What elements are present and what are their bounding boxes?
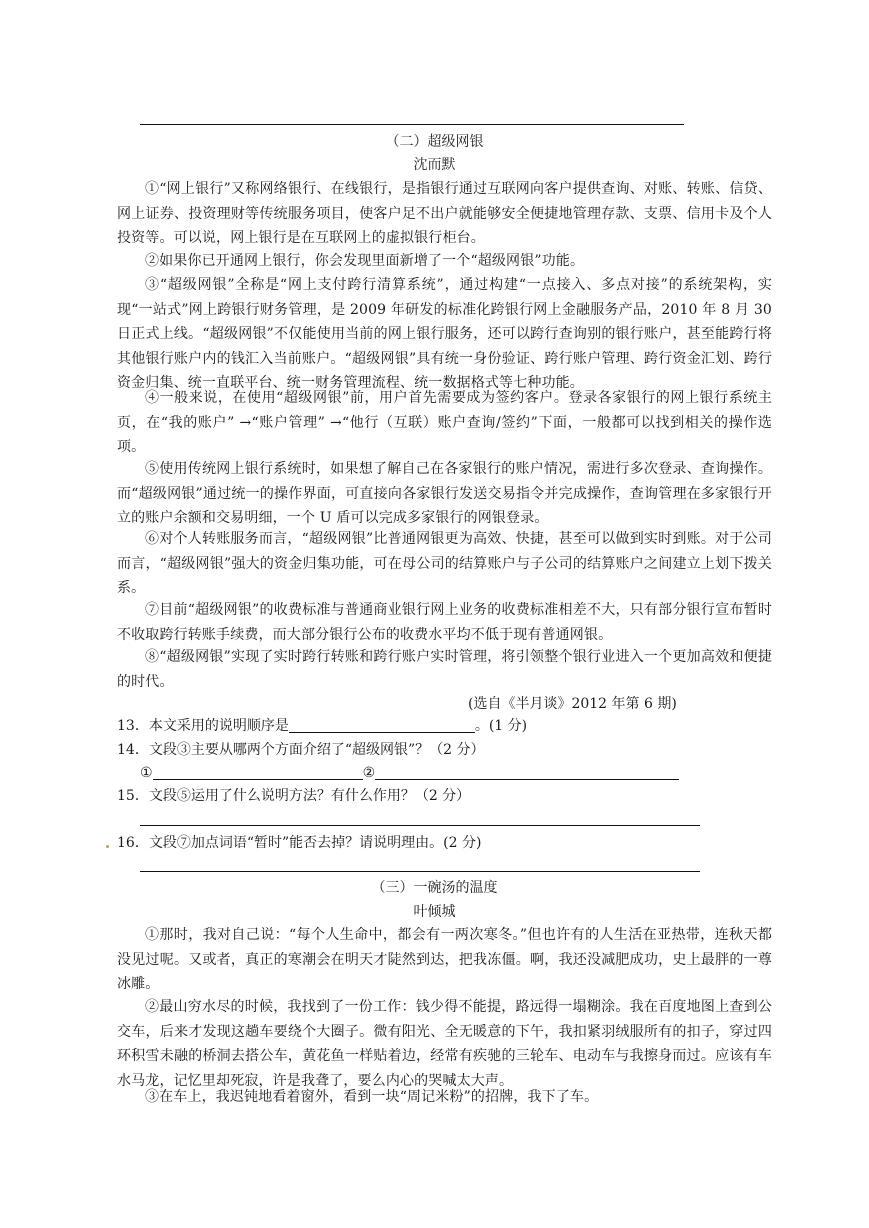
s2-paragraph-2: ②如果你已开通网上银行，你会发现里面新增了一个“超级网银”功能。 bbox=[145, 253, 585, 269]
section3-author: 叶倾城 bbox=[413, 904, 456, 920]
q16-answer-line[interactable] bbox=[140, 871, 700, 872]
s2-paragraph-1: ①“网上银行”又称网络银行、在线银行，是指银行通过互联网向客户提供查询、对账、转账、信贷、网上证券、投资理财等传统服务项目，使客户足不出户就能够安全便捷地管理存款、支票、信用卡及个人投资等。可以说，网上银行是在互联网上的虚拟银行柜台。 bbox=[117, 181, 772, 246]
q13-suffix: 。(1 分) bbox=[474, 718, 528, 734]
s2-paragraph-7: ⑦目前“超级网银”的收费标准与普通商业银行网上业务的收费标准相差不大，只有部分银行宣布暂时不收取跨行转账手续费，而大部分银行公布的收费水平均不低于现有普通网银。 bbox=[117, 602, 772, 643]
section2-heading: （二）超级网银 bbox=[385, 134, 484, 150]
s2-paragraph-3: ③“超级网银”全称是“网上支付跨行清算系统”，通过构建“一点接入、多点对接”的系统架构，实现“一站式”网上跨银行财务管理，是 2009 年研发的标准化跨银行网上金融服务产品，2010 年 8 月 30 日正式上线。“超级网银”不仅能使用当前的网上银行服务，还可以跨行查询别的银行账户，甚至能跨行将其他银行账户内的钱汇入当前账户。“超级网银”具有统一身份验证、跨行账户管理、跨行资金汇划、跨行资金归集、统一直联平台、统一财务管理流程、统一数据格式等七种功能。 bbox=[117, 277, 772, 391]
question-13 bbox=[117, 716, 527, 736]
section2-author: 沈而默 bbox=[413, 157, 456, 173]
s3-paragraph-3: ③在车上，我迟钝地看着窗外，看到一块“周记米粉”的招牌，我下了车。 bbox=[145, 1089, 599, 1105]
s2-paragraph-5: ⑤使用传统网上银行系统时，如果想了解自己在各家银行的账户情况，需进行多次登录、查询操作。而“超级网银”通过统一的操作界面，可直接向各家银行发送交易指令并完成操作，查询管理在多家银行开立的账户余额和交易明细，一个 U 盾可以完成多家银行的网银登录。 bbox=[117, 461, 772, 526]
s3-paragraph-2: ②最山穷水尽的时候，我找到了一份工作：钱少得不能提，路远得一塌糊涂。我在百度地图上查到公交车，后来才发现这趟车要绕个大圈子。微有阳光、全无暖意的下午，我扣紧羽绒服所有的扣子，穿过四环积雪未融的桥洞去搭公车，黄花鱼一样贴着边，经常有疾驰的三轮车、电动车与我擦身而过。应该有车水马龙，记忆里却死寂，许是我聋了，要么内心的哭喊太大声。 bbox=[117, 999, 772, 1089]
question-15: 15．文段⑤运用了什么说明方法？有什么作用？（2 分） bbox=[117, 788, 471, 804]
q14-a-label: ① bbox=[140, 765, 153, 781]
q14-b-blank[interactable] bbox=[375, 765, 679, 780]
q13-prefix: 13．本文采用的说明顺序是 bbox=[117, 718, 289, 734]
q14-a-blank[interactable] bbox=[153, 765, 363, 780]
question-16: 16．文段⑦加点词语“暂时”能否去掉？请说明理由。(2 分) bbox=[117, 835, 482, 851]
stray-dot bbox=[106, 845, 109, 848]
s2-paragraph-4: ④一般来说，在使用“超级网银”前，用户首先需要成为签约客户。登录各家银行的网上银行系统主页，在“我的账户” →“账户管理” →“他行（互联）账户查询/签约”下面，一般都可以找到相关的操作选项。 bbox=[117, 390, 772, 455]
s3-paragraph-1: ①那时，我对自己说：“每个人生命中，都会有一两次寒冬。”但也许有的人生活在亚热带，连秋天都没见过呢。又或者，真正的寒潮会在明天才陡然到达，把我冻僵。啊，我还没减肥成功，史上最胖的一尊冰雕。 bbox=[117, 927, 772, 992]
s2-paragraph-6: ⑥对个人转账服务而言，“超级网银”比普通网银更为高效、快捷，甚至可以做到实时到账。对于公司而言，“超级网银”强大的资金归集功能，可在母公司的结算账户与子公司的结算账户之间建立上划下拨关系。 bbox=[117, 531, 772, 596]
q14-answers bbox=[140, 763, 679, 783]
question-14: 14．文段③主要从哪两个方面介绍了“超级网银”？（2 分） bbox=[117, 742, 485, 758]
article-source: (选自《半月谈》2012 年第 6 期) bbox=[468, 696, 677, 712]
q13-answer-blank[interactable] bbox=[289, 718, 475, 733]
q14-b-label: ② bbox=[362, 765, 376, 781]
s2-paragraph-8: ⑧“超级网银”实现了实时跨行转账和跨行账户实时管理，将引领整个银行业进入一个更加高效和便捷的时代。 bbox=[117, 649, 772, 690]
q15-answer-line[interactable] bbox=[140, 825, 700, 826]
top-divider bbox=[140, 124, 684, 125]
section3-heading: （三）一碗汤的温度 bbox=[371, 880, 498, 896]
